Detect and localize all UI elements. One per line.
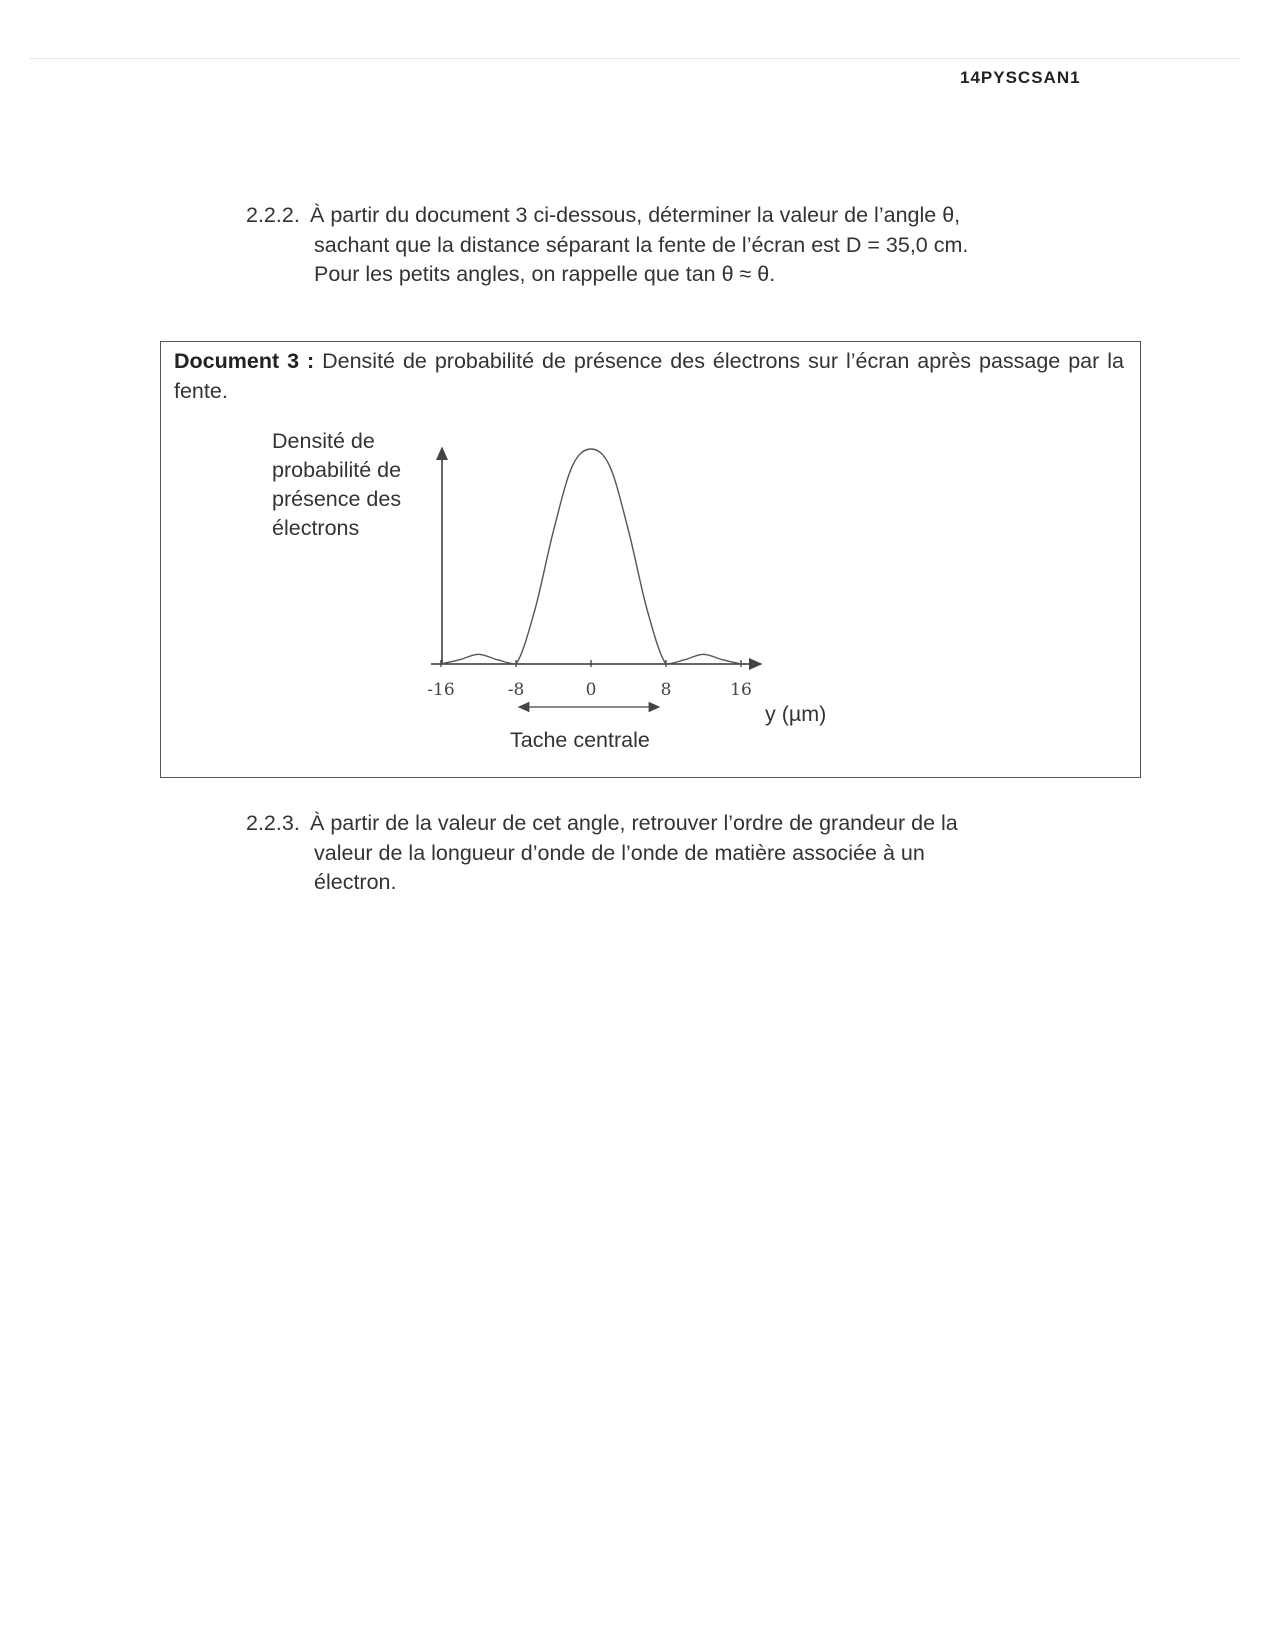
x-tick-label: 8 — [660, 680, 672, 700]
y-label-line: électrons — [272, 516, 360, 540]
question-2-2-2 — [246, 201, 1126, 290]
question-line: À partir de la valeur de cet angle, retrouver l’ordre de grandeur de la — [310, 811, 958, 835]
question-2-2-3 — [246, 809, 1126, 898]
question-line: À partir du document 3 ci-dessous, déterminer la valeur de l’angle θ, — [310, 203, 961, 227]
exam-code: 14PYSCSAN1 — [960, 68, 1081, 87]
y-label-line: probabilité de — [272, 458, 402, 482]
question-line: Pour les petits angles, on rappelle que tan θ ≈ θ. — [314, 262, 776, 286]
question-line: sachant que la distance séparant la fente de l’écran est D = 35,0 cm. — [314, 232, 969, 257]
question-number: 2.2.2. — [246, 203, 300, 227]
question-text — [310, 201, 1126, 290]
header-rule — [30, 58, 1240, 59]
x-tick-label: 16 — [730, 680, 752, 700]
probability-chart — [161, 342, 1142, 779]
y-label-line: Densité de — [272, 429, 375, 453]
probability-curve — [441, 449, 741, 664]
x-tick-label: -8 — [507, 680, 525, 700]
question-number: 2.2.3. — [246, 811, 300, 835]
x-tick-label: 0 — [585, 680, 597, 700]
document-3-box — [160, 341, 1141, 778]
document-3-label: Document 3 : — [174, 349, 315, 373]
document-3-description: Densité de probabilité de présence des électrons sur l’écran après passage par la fente. — [174, 349, 1124, 403]
question-line: électron. — [314, 870, 397, 894]
central-spot-label: Tache centrale — [510, 728, 650, 752]
question-text — [310, 809, 1126, 898]
x-tick-label: -16 — [427, 680, 455, 700]
x-axis-label: y (µm) — [765, 702, 827, 726]
question-line: valeur de la longueur d’onde de l’onde de matière associée à un — [314, 840, 925, 865]
y-label-line: présence des — [272, 487, 402, 511]
x-tick-labels — [427, 680, 752, 700]
